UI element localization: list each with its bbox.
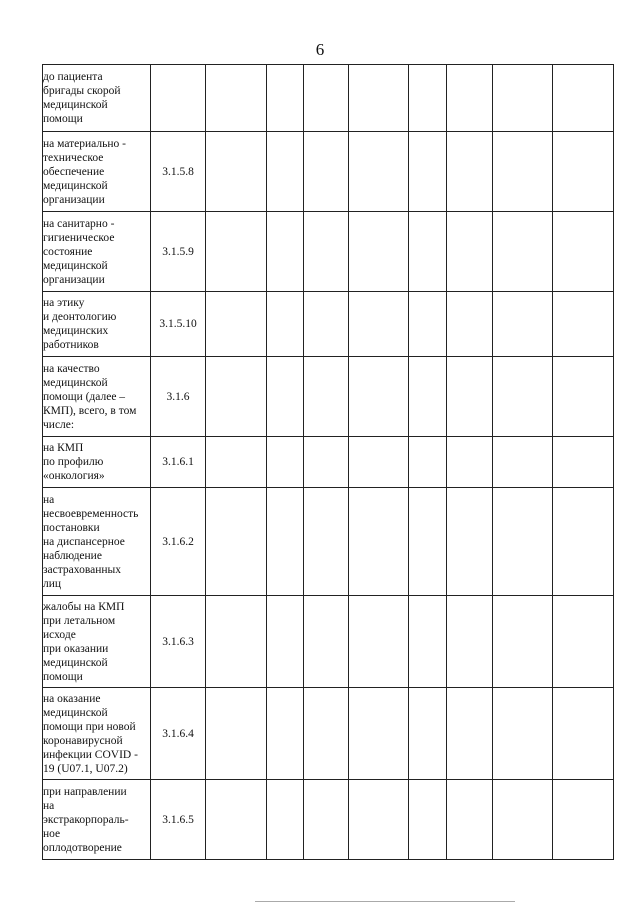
data-cell (206, 292, 267, 357)
row-label: на санитарно - гигиеническое состояние медицинской организации (43, 212, 151, 292)
data-cell (493, 780, 553, 860)
data-cell (553, 596, 614, 688)
table-row (43, 488, 614, 596)
row-code: 3.1.5.9 (151, 212, 206, 292)
report-table (42, 64, 614, 860)
data-cell (553, 780, 614, 860)
data-cell (409, 65, 447, 132)
row-code: 3.1.6.4 (151, 688, 206, 780)
row-label: на оказание медицинской помощи при новой коронавирусной инфекции COVID - 19 (U07.1, U07.2) (43, 688, 151, 780)
data-cell (304, 688, 349, 780)
data-cell (409, 488, 447, 596)
data-cell (304, 437, 349, 488)
data-cell (447, 596, 493, 688)
data-cell (349, 212, 409, 292)
data-cell (409, 357, 447, 437)
data-cell (349, 292, 409, 357)
data-cell (493, 292, 553, 357)
data-cell (304, 292, 349, 357)
table-row (43, 212, 614, 292)
data-cell (493, 688, 553, 780)
data-cell (304, 65, 349, 132)
data-cell (206, 780, 267, 860)
row-label: на материально - техническое обеспечение медицинской организации (43, 132, 151, 212)
data-cell (409, 212, 447, 292)
scan-edge-line (255, 901, 515, 902)
row-code: 3.1.5.10 (151, 292, 206, 357)
data-cell (493, 596, 553, 688)
row-label: на КМП по профилю «онкология» (43, 437, 151, 488)
data-cell (409, 292, 447, 357)
data-cell (493, 437, 553, 488)
data-cell (553, 357, 614, 437)
data-cell (553, 65, 614, 132)
data-cell (304, 780, 349, 860)
table-row (43, 437, 614, 488)
row-code: 3.1.6.1 (151, 437, 206, 488)
row-code: 3.1.5.8 (151, 132, 206, 212)
data-cell (447, 357, 493, 437)
data-cell (267, 488, 304, 596)
data-cell (267, 132, 304, 212)
data-cell (267, 688, 304, 780)
data-cell (553, 212, 614, 292)
data-cell (206, 688, 267, 780)
row-label: на несвоевременность постановки на диспансерное наблюдение застрахованных лиц (43, 488, 151, 596)
data-cell (267, 65, 304, 132)
data-cell (304, 357, 349, 437)
data-cell (349, 65, 409, 132)
data-cell (349, 132, 409, 212)
data-cell (553, 688, 614, 780)
table-row (43, 688, 614, 780)
table-row (43, 596, 614, 688)
data-cell (304, 212, 349, 292)
row-label: на этику и деонтологию медицинских работников (43, 292, 151, 357)
table-row (43, 780, 614, 860)
table-row (43, 292, 614, 357)
data-cell (206, 488, 267, 596)
table-row (43, 132, 614, 212)
data-cell (267, 292, 304, 357)
data-cell (493, 65, 553, 132)
data-cell (206, 132, 267, 212)
row-label: на качество медицинской помощи (далее – КМП), всего, в том числе: (43, 357, 151, 437)
data-cell (447, 132, 493, 212)
data-cell (267, 780, 304, 860)
data-cell (447, 65, 493, 132)
row-code: 3.1.6 (151, 357, 206, 437)
data-cell (409, 596, 447, 688)
data-cell (304, 596, 349, 688)
data-cell (493, 357, 553, 437)
data-cell (447, 688, 493, 780)
data-cell (267, 357, 304, 437)
row-code (151, 65, 206, 132)
data-cell (447, 212, 493, 292)
data-cell (304, 488, 349, 596)
data-cell (267, 596, 304, 688)
data-cell (349, 488, 409, 596)
data-cell (349, 357, 409, 437)
data-cell (409, 780, 447, 860)
data-cell (349, 780, 409, 860)
data-cell (493, 212, 553, 292)
data-cell (206, 357, 267, 437)
data-cell (447, 780, 493, 860)
row-code: 3.1.6.3 (151, 596, 206, 688)
data-cell (553, 292, 614, 357)
data-cell (267, 437, 304, 488)
page-number: 6 (315, 40, 325, 59)
data-cell (206, 212, 267, 292)
data-cell (447, 488, 493, 596)
data-cell (553, 437, 614, 488)
row-code: 3.1.6.5 (151, 780, 206, 860)
data-cell (553, 488, 614, 596)
data-cell (206, 596, 267, 688)
row-label: при направлении на экстракорпораль- ное оплодотворение (43, 780, 151, 860)
data-cell (349, 596, 409, 688)
data-cell (409, 132, 447, 212)
data-cell (206, 65, 267, 132)
data-cell (493, 488, 553, 596)
row-code: 3.1.6.2 (151, 488, 206, 596)
data-cell (267, 212, 304, 292)
data-cell (409, 688, 447, 780)
data-cell (493, 132, 553, 212)
data-cell (206, 437, 267, 488)
data-cell (304, 132, 349, 212)
data-cell (349, 688, 409, 780)
data-cell (553, 132, 614, 212)
data-cell (447, 292, 493, 357)
data-cell (409, 437, 447, 488)
table-row (43, 357, 614, 437)
data-cell (349, 437, 409, 488)
row-label: до пациента бригады скорой медицинской помощи (43, 65, 151, 132)
table-row (43, 65, 614, 132)
data-cell (447, 437, 493, 488)
row-label: жалобы на КМП при летальном исходе при оказании медицинской помощи (43, 596, 151, 688)
